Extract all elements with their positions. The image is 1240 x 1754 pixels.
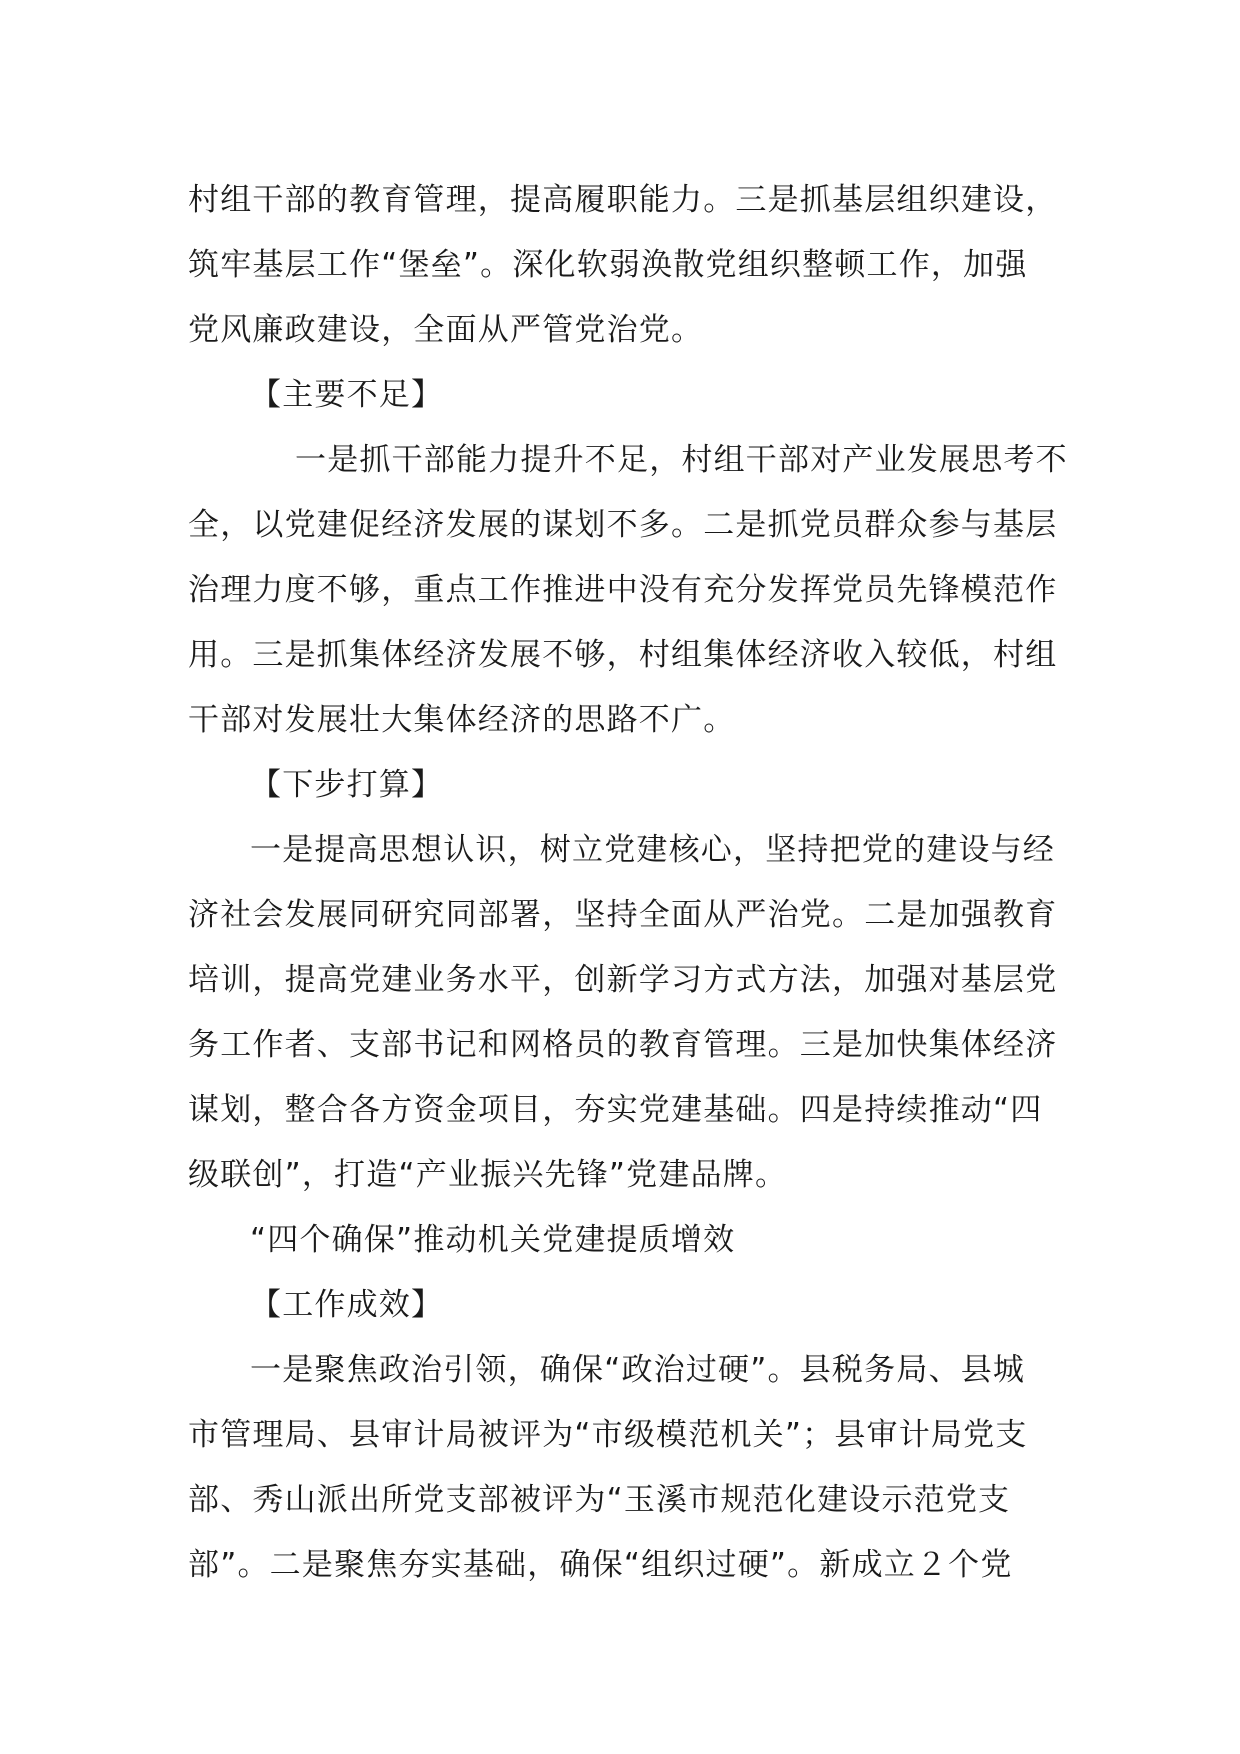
text-line-13: 培训，提高党建业务水平，创新学习方式方法，加强对基层党	[188, 962, 1058, 998]
text-line-20: 市管理局、县审计局被评为“市级模范机关”；县审计局党支	[188, 1417, 1028, 1453]
document-page	[188, 168, 1068, 1598]
article-subtitle: “四个确保”推动机关党建提质增效	[250, 1222, 736, 1258]
section-heading-achievements: 【工作成效】	[250, 1287, 444, 1323]
text-line-14: 务工作者、支部书记和网格员的教育管理。三是加快集体经济	[188, 1027, 1058, 1063]
text-line-11: 一是提高思想认识，树立党建核心，坚持把党的建设与经	[250, 832, 1055, 868]
text-line-22: 部”。二是聚焦夯实基础，确保“组织过硬”。新成立２个党	[188, 1547, 1013, 1583]
text-line-5: 一是抓干部能力提升不足，村组干部对产业发展思考不	[295, 442, 1068, 478]
section-heading-shortcomings: 【主要不足】	[250, 377, 444, 413]
text-line-16: 级联创”，打造“产业振兴先锋”党建品牌。	[188, 1157, 788, 1193]
text-line-3: 党风廉政建设，全面从严管党治党。	[188, 312, 704, 348]
text-line-19: 一是聚焦政治引领，确保“政治过硬”。县税务局、县城	[250, 1352, 1026, 1388]
section-heading-next-steps: 【下步打算】	[250, 767, 444, 803]
text-line-8: 用。三是抓集体经济发展不够，村组集体经济收入较低，村组	[188, 637, 1058, 673]
text-line-12: 济社会发展同研究同部署，坚持全面从严治党。二是加强教育	[188, 897, 1058, 933]
text-line-21: 部、秀山派出所党支部被评为“玉溪市规范化建设示范党支	[188, 1482, 1011, 1518]
text-line-1: 村组干部的教育管理，提高履职能力。三是抓基层组织建设，	[188, 182, 1058, 218]
text-line-6: 全，以党建促经济发展的谋划不多。二是抓党员群众参与基层	[188, 507, 1058, 543]
text-line-7: 治理力度不够，重点工作推进中没有充分发挥党员先锋模范作	[188, 572, 1058, 608]
text-line-9: 干部对发展壮大集体经济的思路不广。	[188, 702, 736, 738]
text-line-15: 谋划，整合各方资金项目，夯实党建基础。四是持续推动“四	[188, 1092, 1043, 1128]
text-line-2: 筑牢基层工作“堡垒”。深化软弱涣散党组织整顿工作，加强	[188, 247, 1028, 283]
